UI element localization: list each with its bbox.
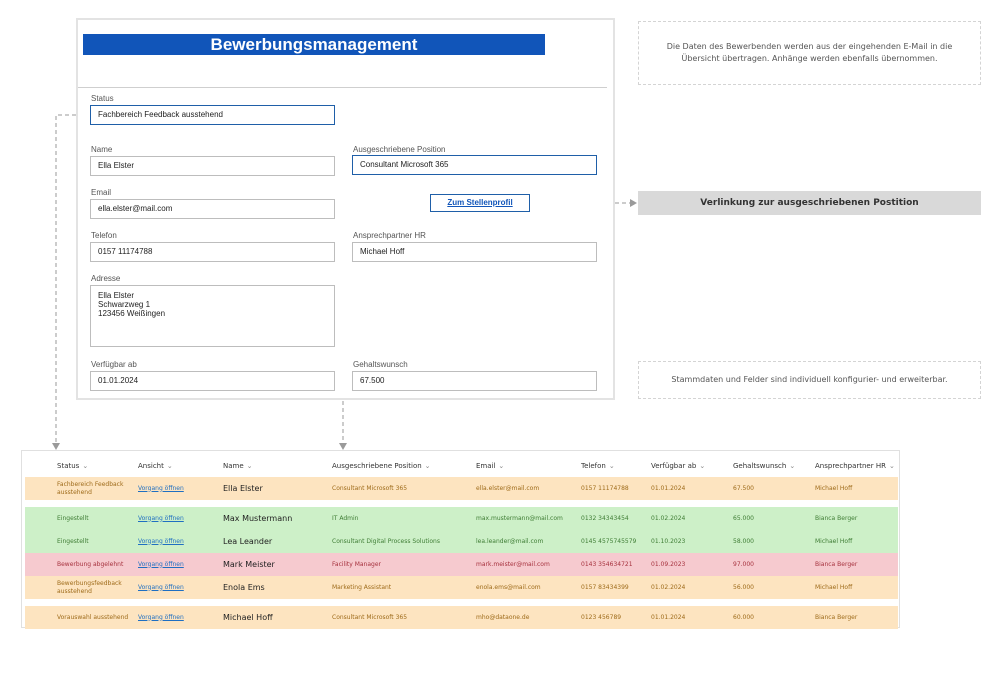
position-field[interactable]: Consultant Microsoft 365 bbox=[352, 155, 597, 175]
open-case-link[interactable]: Vorgang öffnen bbox=[138, 613, 184, 621]
status-field[interactable]: Fachbereich Feedback ausstehend bbox=[90, 105, 335, 125]
cell-hr: Michael Hoff bbox=[815, 537, 853, 545]
cell-available: 01.01.2024 bbox=[651, 613, 686, 621]
cell-email: lea.leander@mail.com bbox=[476, 537, 544, 545]
address-label: Adresse bbox=[91, 274, 121, 283]
cell-salary: 65.000 bbox=[733, 514, 754, 522]
open-case-link[interactable]: Vorgang öffnen bbox=[138, 514, 184, 522]
email-label: Email bbox=[91, 188, 112, 197]
hr-field[interactable]: Michael Hoff bbox=[352, 242, 597, 262]
cell-position: Consultant Microsoft 365 bbox=[332, 613, 408, 621]
chevron-down-icon: ⌄ bbox=[789, 462, 796, 470]
cell-email: enola.ems@mail.com bbox=[476, 583, 541, 591]
header-label: Ansprechpartner HR bbox=[815, 462, 886, 470]
cell-phone: 0145 4575745579 bbox=[581, 537, 637, 545]
cell-position: Facility Manager bbox=[332, 560, 381, 568]
cell-salary: 67.500 bbox=[733, 484, 754, 492]
cell-name: Ella Elster bbox=[223, 483, 263, 493]
cell-hr: Michael Hoff bbox=[815, 484, 853, 492]
chevron-down-icon: ⌄ bbox=[888, 462, 895, 470]
salary-field[interactable]: 67.500 bbox=[352, 371, 597, 391]
hr-label: Ansprechpartner HR bbox=[353, 231, 426, 240]
table-row[interactable] bbox=[25, 477, 898, 500]
salary-label: Gehaltswunsch bbox=[353, 360, 408, 369]
cell-name: Max Mustermann bbox=[223, 513, 293, 523]
cell-phone: 0143 354634721 bbox=[581, 560, 633, 568]
column-header-salary[interactable] bbox=[733, 455, 795, 477]
table-row[interactable] bbox=[25, 606, 898, 629]
cell-email: ella.elster@mail.com bbox=[476, 484, 540, 492]
cell-status: Fachbereich Feedback ausstehend bbox=[57, 480, 124, 496]
column-header-email[interactable] bbox=[476, 455, 504, 477]
chevron-down-icon: ⌄ bbox=[608, 462, 615, 470]
chevron-down-icon: ⌄ bbox=[699, 462, 706, 470]
cell-available: 01.01.2024 bbox=[651, 484, 686, 492]
cell-position: Consultant Digital Process Solutions bbox=[332, 537, 440, 545]
cell-status: Bewerbung abgelehnt bbox=[57, 560, 124, 568]
cell-phone: 0123 456789 bbox=[581, 613, 622, 621]
open-case-link[interactable]: Vorgang öffnen bbox=[138, 560, 184, 568]
cell-name: Michael Hoff bbox=[223, 612, 273, 622]
cell-salary: 56.000 bbox=[733, 583, 754, 591]
cell-hr: Michael Hoff bbox=[815, 583, 853, 591]
cell-hr: Bianca Berger bbox=[815, 514, 858, 522]
cell-status: Eingestellt bbox=[57, 537, 89, 545]
cell-salary: 60.000 bbox=[733, 613, 754, 621]
open-case-link[interactable]: Vorgang öffnen bbox=[138, 537, 184, 545]
cell-salary: 97.000 bbox=[733, 560, 754, 568]
address-field[interactable] bbox=[90, 285, 335, 347]
email-field[interactable]: ella.elster@mail.com bbox=[90, 199, 335, 219]
header-label: Email bbox=[476, 462, 496, 470]
table-row[interactable] bbox=[25, 507, 898, 530]
column-header-name[interactable] bbox=[223, 455, 253, 477]
cell-available: 01.02.2024 bbox=[651, 583, 686, 591]
cell-email: max.mustermann@mail.com bbox=[476, 514, 563, 522]
name-label: Name bbox=[91, 145, 113, 154]
table-row[interactable] bbox=[25, 530, 898, 553]
table-row[interactable] bbox=[25, 576, 898, 599]
cell-available: 01.10.2023 bbox=[651, 537, 686, 545]
open-case-link[interactable]: Vorgang öffnen bbox=[138, 583, 184, 591]
available-field[interactable]: 01.01.2024 bbox=[90, 371, 335, 391]
table-header bbox=[25, 455, 898, 477]
column-header-view[interactable] bbox=[138, 455, 173, 477]
cell-name: Mark Meister bbox=[223, 559, 275, 569]
chevron-down-icon: ⌄ bbox=[246, 462, 253, 470]
column-header-phone[interactable] bbox=[581, 455, 615, 477]
header-label: Telefon bbox=[581, 462, 606, 470]
phone-label: Telefon bbox=[91, 231, 117, 240]
form-title: Bewerbungsmanagement bbox=[83, 34, 545, 55]
cell-position: Consultant Microsoft 365 bbox=[332, 484, 408, 492]
cell-hr: Bianca Berger bbox=[815, 560, 858, 568]
address-line: Ella Elster bbox=[98, 291, 135, 300]
cell-hr: Bianca Berger bbox=[815, 613, 858, 621]
header-label: Verfügbar ab bbox=[651, 462, 697, 470]
status-label: Status bbox=[91, 94, 114, 103]
cell-status: Bewerbungsfeedback ausstehend bbox=[57, 579, 122, 595]
cell-name: Lea Leander bbox=[223, 536, 273, 546]
address-line: Schwarzweg 1 bbox=[98, 300, 151, 309]
chevron-down-icon: ⌄ bbox=[82, 462, 89, 470]
table-row[interactable] bbox=[25, 553, 898, 576]
open-case-link[interactable]: Vorgang öffnen bbox=[138, 484, 184, 492]
job-profile-link[interactable]: Zum Stellenprofil bbox=[430, 194, 530, 212]
header-label: Status bbox=[57, 462, 80, 470]
chevron-down-icon: ⌄ bbox=[166, 462, 173, 470]
cell-phone: 0132 34343454 bbox=[581, 514, 629, 522]
column-header-position[interactable] bbox=[332, 455, 431, 477]
cell-status: Vorauswahl ausstehend bbox=[57, 613, 129, 621]
note-email-import: Die Daten des Bewerbenden werden aus der eingehenden E-Mail in die Übersicht übertragen. Anhänge werden ebenfalls übernommen. bbox=[638, 21, 981, 85]
phone-field[interactable]: 0157 11174788 bbox=[90, 242, 335, 262]
header-label: Name bbox=[223, 462, 244, 470]
cell-status: Eingestellt bbox=[57, 514, 89, 522]
chevron-down-icon: ⌄ bbox=[498, 462, 505, 470]
header-label: Ansicht bbox=[138, 462, 164, 470]
header-label: Ausgeschriebene Position bbox=[332, 462, 422, 470]
address-line: 123456 Weißingen bbox=[98, 309, 166, 318]
cell-position: IT Admin bbox=[332, 514, 359, 522]
name-field[interactable]: Ella Elster bbox=[90, 156, 335, 176]
column-header-hr[interactable] bbox=[815, 455, 895, 477]
chevron-down-icon: ⌄ bbox=[424, 462, 431, 470]
column-header-available[interactable] bbox=[651, 455, 705, 477]
cell-name: Enola Ems bbox=[223, 582, 265, 592]
header-label: Gehaltswunsch bbox=[733, 462, 787, 470]
applicant-table bbox=[21, 450, 900, 628]
cell-available: 01.02.2024 bbox=[651, 514, 686, 522]
form-divider bbox=[78, 87, 607, 88]
column-header-status[interactable] bbox=[57, 455, 88, 477]
note-link: Verlinkung zur ausgeschriebenen Postition bbox=[638, 191, 981, 215]
cell-phone: 0157 83434399 bbox=[581, 583, 629, 591]
position-label: Ausgeschriebene Position bbox=[353, 145, 446, 154]
cell-salary: 58.000 bbox=[733, 537, 754, 545]
cell-phone: 0157 11174788 bbox=[581, 484, 629, 492]
cell-email: mho@dataone.de bbox=[476, 613, 530, 621]
cell-available: 01.09.2023 bbox=[651, 560, 686, 568]
cell-position: Marketing Assistant bbox=[332, 583, 392, 591]
cell-email: mark.meister@mail.com bbox=[476, 560, 550, 568]
note-configurable: Stammdaten und Felder sind individuell konfigurier- und erweiterbar. bbox=[638, 361, 981, 399]
available-label: Verfügbar ab bbox=[91, 360, 137, 369]
